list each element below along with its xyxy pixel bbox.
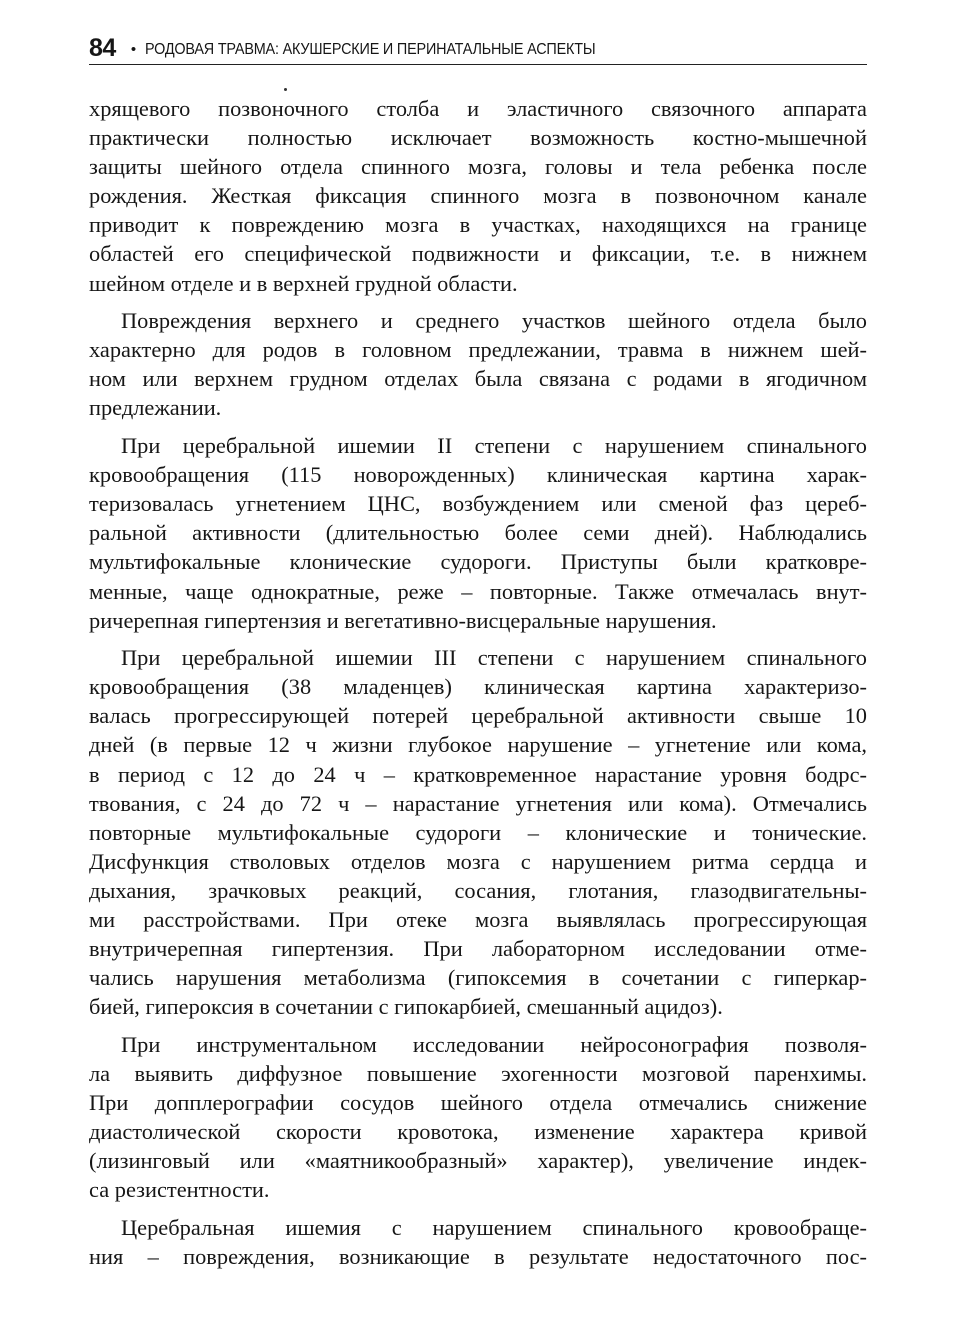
page-number: 84 <box>89 34 116 62</box>
text-line: дней (в первые 12 ч жизни глубокое нарушение – угнетение или кома, <box>89 732 867 758</box>
text-line: хрящевого позвоночного столба и эластичного связочного аппарата <box>89 96 867 121</box>
text-line: ния – повреждения, возникающие в результате недостаточного пос- <box>89 1244 867 1270</box>
text-line: теризовалась угнетением ЦНС, возбуждением или сменой фаз цереб- <box>89 491 867 517</box>
text-line: характерно для родов в головном предлежании, травма в нижнем шей- <box>89 337 867 363</box>
text-line: бией, гипероксия в сочетании с гипокарбией, смешанный ацидоз). <box>89 994 723 1020</box>
header-rule <box>89 64 867 65</box>
text-line: При допплерографии сосудов шейного отдела отмечались снижение <box>89 1090 867 1116</box>
text-line: Дисфункция стволовых отделов мозга с нарушением ритма сердца и <box>89 848 867 874</box>
text-line: шейном отделе и в верхней грудной области. <box>89 270 518 296</box>
text-line: диастолической скорости кровотока, изменение характера кривой <box>89 1119 867 1145</box>
text-line: внутричерепная гипертензия. При лабораторном исследовании отме- <box>89 936 867 962</box>
paragraph <box>89 1213 867 1271</box>
text-line: валась прогрессирующей потерей церебральной активности свыше 10 <box>89 703 867 729</box>
text-line: При церебральной ишемии III степени с нарушением спинального <box>121 645 867 671</box>
text-line: менные, чаще однократные, реже – повторные. Также отмечалась внут- <box>89 578 867 604</box>
text-line: Церебральная ишемия с нарушением спинального кровообраще- <box>121 1214 867 1240</box>
text-line: практически полностью исключает возможность костно-мышечной <box>89 125 867 151</box>
text-line: ла выявить диффузное повышение эхогенности мозговой паренхимы. <box>89 1061 867 1086</box>
text-line: При инструментальном исследовании нейросонография позволя- <box>121 1031 867 1057</box>
text-line: ми расстройствами. При отеке мозга выявлялась прогрессирующая <box>89 907 867 933</box>
text-line: ном или верхнем грудном отделах была связана с родами в ягодичном <box>89 366 867 392</box>
running-title: РОДОВАЯ ТРАВМА: АКУШЕРСКИЕ И ПЕРИНАТАЛЬНЫЕ АСПЕКТЫ <box>145 41 596 58</box>
paragraph <box>89 431 867 635</box>
text-line: При церебральной ишемии II степени с нарушением спинального <box>121 433 867 459</box>
body-text <box>89 94 867 1271</box>
paragraph <box>89 306 867 422</box>
text-line: предлежании. <box>89 395 222 421</box>
header-bullet: • <box>130 41 137 58</box>
paragraph <box>89 643 867 1021</box>
text-line: приводит к повреждению мозга в участках, находящихся на границе <box>89 212 867 238</box>
text-line: рождения. Жесткая фиксация спинного мозга в позвоночном канале <box>89 183 867 209</box>
running-header <box>89 30 867 62</box>
text-line: дыхания, зрачковых реакций, сосания, глотания, глазодвигательны- <box>89 877 867 903</box>
text-line: чались нарушения метаболизма (гипоксемия в сочетании с гиперкар- <box>89 965 867 991</box>
text-line: кровообращения (38 младенцев) клиническая картина характеризо- <box>89 674 867 700</box>
text-line: твования, с 24 до 72 ч – нарастание угнетения или кома). Отмечались <box>89 790 867 816</box>
paragraph <box>89 94 867 298</box>
paragraph <box>89 1030 867 1205</box>
text-line: са резистентности. <box>89 1177 270 1203</box>
print-speck <box>284 88 287 91</box>
text-line: ральной активности (длительностью более семи дней). Наблюдались <box>89 520 867 546</box>
text-line: повторные мультифокальные судороги – клонические и тонические. <box>89 819 867 845</box>
text-line: областей его специфической подвижности и фиксации, т.е. в нижнем <box>89 241 867 267</box>
text-line: кровообращения (115 новорожденных) клиническая картина харак- <box>89 462 867 488</box>
text-line: ричерепная гипертензия и вегетативно-висцеральные нарушения. <box>89 607 717 633</box>
text-line: (лизинговый или «маятникообразный» характер), увеличение индек- <box>89 1148 867 1174</box>
text-line: Повреждения верхнего и среднего участков шейного отдела было <box>121 308 867 334</box>
text-line: защиты шейного отдела спинного мозга, головы и тела ребенка после <box>89 154 867 180</box>
text-line: мультифокальные клонические судороги. Приступы были кратковре- <box>89 549 867 575</box>
text-line: в период с 12 до 24 ч – кратковременное нарастание уровня бодрс- <box>89 761 867 787</box>
